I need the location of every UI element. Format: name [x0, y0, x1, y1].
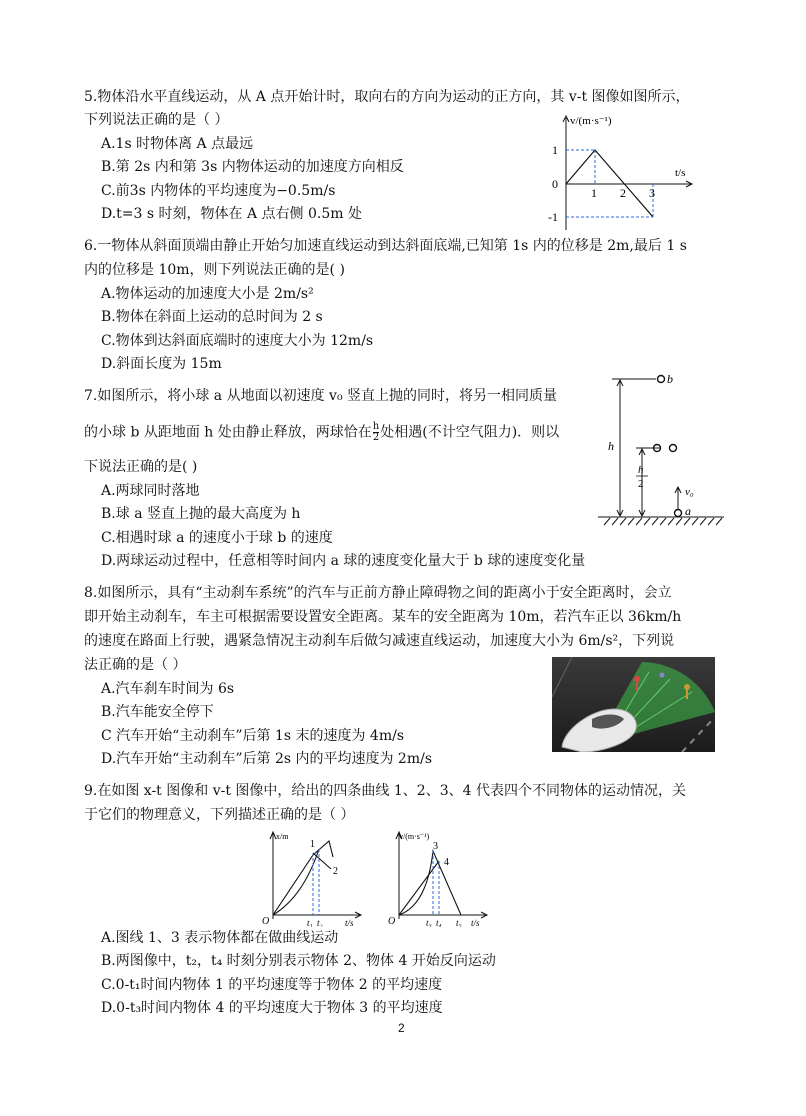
q8-option-b: B.汽车能安全停下	[101, 704, 214, 720]
q8-car-illustration	[552, 657, 715, 752]
q6-stem-line1: 6.一物体从斜面顶端由静止开始匀加速直线运动到达斜面底端,已知第 1s 内的位移是 2m,最后 1 s	[84, 238, 687, 254]
q8-stem-line4: 法正确的是（ ）	[84, 657, 187, 673]
q9-xt-xlabel: t/s	[345, 918, 354, 927]
q6-option-b: B.物体在斜面上运动的总时间为 2 s	[101, 309, 323, 325]
q7-option-d: D.两球运动过程中，任意相等时间内 a 球的速度变化量大于 b 球的速度变化量	[101, 553, 586, 569]
q9-vt-ylabel: v/(m·s⁻¹)	[399, 832, 430, 841]
q9-xt-t1: t₁	[307, 918, 313, 927]
q9-xt-curve1: 1	[310, 839, 315, 850]
q7-label-a: a	[685, 504, 691, 518]
q9-vt-t4: t₄	[436, 918, 442, 927]
q9-xt-origin: O	[262, 916, 270, 927]
q7-label-b: b	[667, 372, 673, 386]
q7-label-h2-den: 2	[638, 478, 644, 490]
q9-vt-origin: O	[388, 916, 396, 927]
q7-option-a: A.两球同时落地	[101, 483, 200, 499]
q9-vt-curve4: 4	[444, 857, 449, 868]
q5-option-b: B.第 2s 内和第 3s 内物体运动的加速度方向相反	[101, 159, 404, 175]
q7-label-h2-num: h	[638, 464, 644, 476]
q6-option-c: C.物体到达斜面底端时的速度大小为 12m/s	[101, 333, 374, 349]
q8-car-braking-photo	[552, 657, 715, 752]
q5-ytick-1: 1	[552, 143, 558, 157]
q7-figure	[598, 368, 730, 528]
q8-stem-line2: 即开始主动刹车，车主可根据需要设置安全距离。某车的安全距离为 10m，若汽车正以 36km/h	[84, 609, 682, 625]
q5-vt-graph	[545, 112, 705, 232]
q7-option-b: B.球 a 竖直上抛的最大高度为 h	[101, 506, 301, 522]
q7-option-c: C.相遇时球 a 的速度小于球 b 的速度	[101, 530, 333, 546]
q7-stem-line2	[84, 422, 559, 443]
q7-stem-line2-b: 处相遇(不计空气阻力)．则以	[380, 424, 560, 441]
q5-xtick-2: 2	[620, 186, 626, 200]
q8-stem-line1: 8.如图所示，具有“主动刹车系统”的汽车与正前方静止障碍物之间的距离小于安全距离时，会立	[84, 585, 672, 601]
q9-vt-xlabel: t/s	[471, 918, 480, 927]
q9-xt-t2: t₂	[317, 918, 323, 927]
q9-option-a: A.图线 1、3 表示物体都在做曲线运动	[101, 930, 339, 946]
q9-option-b: B.两图像中，t₂，t₄ 时刻分别表示物体 2、物体 4 开始反向运动	[101, 953, 496, 969]
q5-stem-line1: 5.物体沿水平直线运动，从 A 点开始计时，取向右的方向为运动的正方向，其 v-t 图像如图所示，	[84, 89, 690, 105]
q7-fraction-numerator: h	[372, 421, 380, 432]
q7-fraction-h-over-2	[373, 422, 379, 443]
q5-graph-ylabel: v/(m·s⁻¹)	[570, 115, 612, 127]
q9-option-c: C.0-t₁时间内物体 1 的平均速度等于物体 2 的平均速度	[101, 977, 443, 993]
q7-stem-line2-a: 的小球 b 从距地面 h 处由静止释放，两球恰在	[84, 424, 372, 441]
q6-option-d: D.斜面长度为 15m	[101, 356, 222, 372]
q9-vt-t3: t₃	[426, 918, 432, 927]
q6-stem-line2: 内的位移是 10m，则下列说法正确的是( )	[84, 262, 345, 278]
q7-fraction-denominator: 2	[372, 432, 380, 443]
q5-graph-xlabel: t/s	[675, 167, 686, 179]
q5-option-d: D.t=3 s 时刻，物体在 A 点右侧 0.5m 处	[101, 206, 362, 222]
q7-label-v0: v₀	[685, 486, 694, 498]
q7-stem-line3: 下说法正确的是( )	[84, 459, 198, 475]
q5-ytick-neg1: -1	[548, 210, 558, 224]
q9-xt-curve2: 2	[333, 866, 338, 877]
q5-option-c: C.前3s 内物体的平均速度为−0.5m/s	[101, 183, 336, 199]
q5-xtick-3: 3	[649, 186, 655, 200]
q8-option-c: C 汽车开始“主动刹车”后第 1s 末的速度为 4m/s	[101, 728, 405, 744]
q5-ytick-0: 0	[552, 177, 558, 191]
q8-stem-line3: 的速度在路面上行驶，遇紧急情况主动刹车后做匀减速直线运动，加速度大小为 6m/s²，下列说	[84, 633, 675, 649]
q9-option-d: D.0-t₃时间内物体 4 的平均速度大于物体 3 的平均速度	[101, 1000, 443, 1016]
q9-vt-curve3: 3	[433, 841, 438, 852]
q5-xtick-1: 1	[591, 186, 597, 200]
q5-option-a: A.1s 时物体离 A 点最远	[101, 136, 254, 152]
q9-xt-graph	[257, 827, 369, 927]
q9-stem-line2: 于它们的物理意义，下列描述正确的是（ ）	[84, 807, 355, 823]
q9-stem-line1: 9.在如图 x-t 图像和 v-t 图像中，给出的四条曲线 1、2、3、4 代表四个不同物体的运动情况，关	[84, 783, 686, 799]
q7-label-h: h	[608, 439, 614, 453]
q9-vt-graph	[383, 827, 495, 927]
q8-option-d: D.汽车开始“主动刹车”后第 2s 内的平均速度为 2m/s	[101, 751, 433, 767]
q8-option-a: A.汽车刹车时间为 6s	[101, 681, 235, 697]
q6-option-a: A.物体运动的加速度大小是 2m/s²	[101, 286, 314, 302]
q7-stem-line1: 7.如图所示，将小球 a 从地面以初速度 v₀ 竖直上抛的同时，将另一相同质量	[84, 388, 558, 404]
page-number: 2	[398, 1021, 405, 1035]
q5-stem-line2: 下列说法正确的是（ ）	[84, 112, 229, 128]
q9-xt-ylabel: x/m	[276, 832, 289, 841]
q9-vt-t5: t₅	[456, 918, 462, 927]
